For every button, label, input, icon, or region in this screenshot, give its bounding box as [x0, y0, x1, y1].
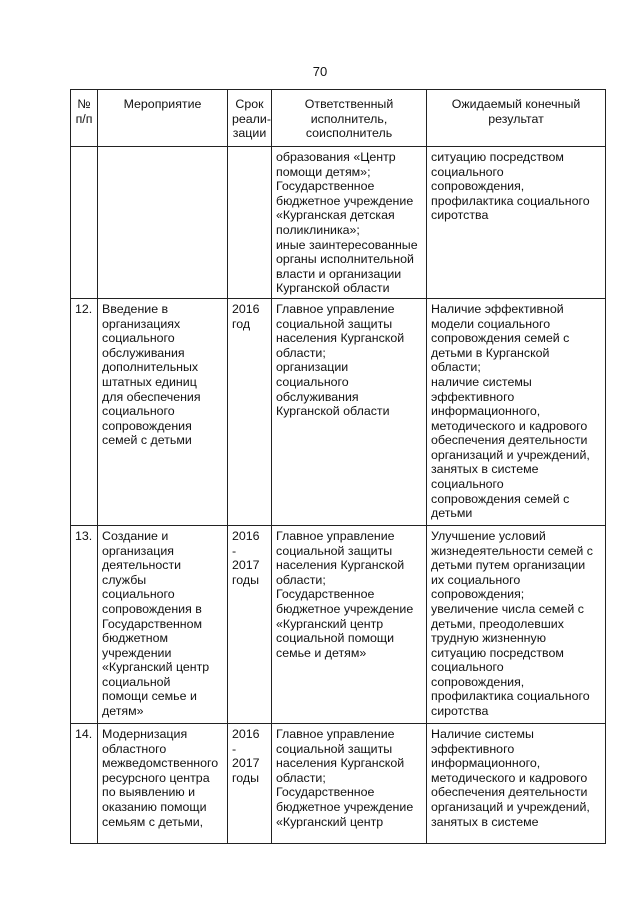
cell-num: 14. [71, 723, 98, 843]
cell-num: 12. [71, 298, 98, 525]
cell-event: Введение в организациях социального обслуживания дополнительных штатных единиц для обеспечения социального сопровождения семей с детьми [98, 298, 228, 525]
cell-term: 2016 - 2017 годы [228, 525, 272, 723]
table-row [71, 298, 606, 525]
cell-executor: Главное управление социальной защиты населения Курганской области; организации социального обслуживания Курганской области [272, 298, 427, 525]
page-number: 70 [312, 64, 328, 79]
cell-term: 2016 - 2017 годы [228, 723, 272, 843]
cell-result: Наличие системы эффективного информационного, методического и кадрового обеспечения деятельности организаций и учреждений, занятых в системе [427, 723, 606, 843]
cell-executor: Главное управление социальной защиты населения Курганской области; Государственное бюджетное учреждение «Курганский центр [272, 723, 427, 843]
table-row [71, 723, 606, 843]
cell-event: Модернизация областного межведомственного ресурсного центра по выявлению и оказанию помощи семьям с детьми, [98, 723, 228, 843]
cell-term: 2016 год [228, 298, 272, 525]
cell-result: Улучшение условий жизнедеятельности семей с детьми путем организации их социального сопровождения; увеличение числа семей с детьми, преодолевших трудную жизненную ситуацию посредством социального сопровождения, профилактика социального сиротства [427, 525, 606, 723]
cell-result: Наличие эффективной модели социального сопровождения семей с детьми в Курганской области; наличие системы эффективного информационного, методического и кадрового обеспечения деятельности организаций и учреждений, занятых в системе социального сопровождения семей с детьми [427, 298, 606, 525]
cell-num: 13. [71, 525, 98, 723]
measures-table [70, 89, 606, 844]
cell-event: Создание и организация деятельности службы социального сопровождения в Государственном бюджетном учреждении «Курганский центр социальной помощи семье и детям» [98, 525, 228, 723]
table-header-row [71, 90, 606, 147]
header-num: № п/п [71, 90, 98, 147]
header-result: Ожидаемый конечный результат [427, 90, 606, 147]
header-executor: Ответственный исполнитель, соисполнитель [272, 90, 427, 147]
cell-num [71, 147, 98, 299]
header-event: Мероприятие [98, 90, 228, 147]
cell-result: ситуацию посредством социального сопровождения, профилактика социального сиротства [427, 147, 606, 299]
header-term: Срок реали- зации [228, 90, 272, 147]
cell-executor: Главное управление социальной защиты населения Курганской области; Государственное бюджетное учреждение «Курганский центр социальной помощи семье и детям» [272, 525, 427, 723]
table-row [71, 147, 606, 299]
cell-event [98, 147, 228, 299]
cell-executor: образования «Центр помощи детям»; Государственное бюджетное учреждение «Курганская детская поликлиника»; иные заинтересованные органы исполнительной власти и организации Курганской области [272, 147, 427, 299]
cell-term [228, 147, 272, 299]
table-row [71, 525, 606, 723]
